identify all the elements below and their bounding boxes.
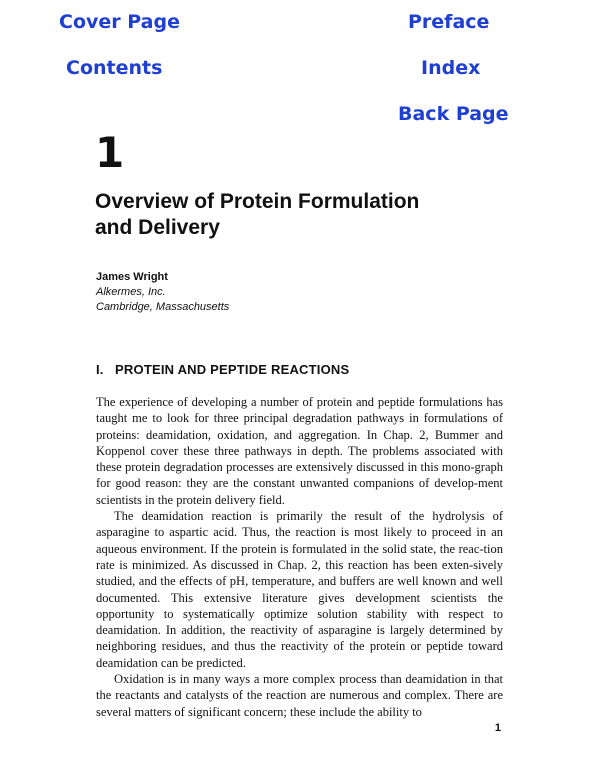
- author-affiliation-location: Cambridge, Massachusetts: [96, 301, 230, 313]
- author-affiliation-org: Alkermes, Inc.: [96, 286, 166, 298]
- body-text: [96, 394, 503, 720]
- back-page-link[interactable]: Back Page: [398, 103, 509, 125]
- chapter-title-line-1: Overview of Protein Formulation: [95, 190, 420, 213]
- chapter-number: 1: [95, 128, 125, 177]
- author-block: [96, 270, 229, 315]
- author-name: James Wright: [96, 271, 168, 283]
- cover-page-link[interactable]: Cover Page: [59, 11, 180, 33]
- chapter-title: [95, 189, 515, 241]
- section-heading: I. PROTEIN AND PEPTIDE REACTIONS: [96, 362, 350, 377]
- paragraph: The deamidation reaction is primarily the result of the hydrolysis of asparagine to aspartic acid. Thus, the reaction is most likely to proceed in an aqueous environment. If the protein is formulated in the solid state, the reac-tion rate is minimized. As discussed in Chap. 2, this reaction has been exten-sively studied, and the effects of pH, temperature, and buffers are well known and well documented. This extensive literature gives development scientists the opportunity to systematically optimize solution stability with respect to deamidation. In addition, the reactivity of asparagine is largely determined by neighboring residues, and thus the reactivity of the protein or peptide toward deamidation can be predicted.: [96, 509, 503, 670]
- page-number: 1: [494, 722, 501, 734]
- paragraph: The experience of developing a number of protein and peptide formulations has taught me to look for three principal degradation pathways in formulations of proteins: deamidation, oxidation, and aggregation. In Chap. 2, Bummer and Koppenol cover these three pathways in depth. The problems associated with these protein degradation processes are extensively discussed in this mono-graph for good reason: they are the constant unwanted companions of develop-ment scientists in the protein delivery field.: [96, 395, 503, 507]
- index-link[interactable]: Index: [421, 57, 481, 79]
- paragraph: Oxidation is in many ways a more complex process than deamidation in that the reactants and catalysts of the reaction are numerous and complex. There are several matters of significant concern; these include the ability to: [96, 672, 503, 719]
- contents-link[interactable]: Contents: [66, 57, 163, 79]
- preface-link[interactable]: Preface: [408, 11, 490, 33]
- chapter-title-line-2: and Delivery: [95, 216, 220, 239]
